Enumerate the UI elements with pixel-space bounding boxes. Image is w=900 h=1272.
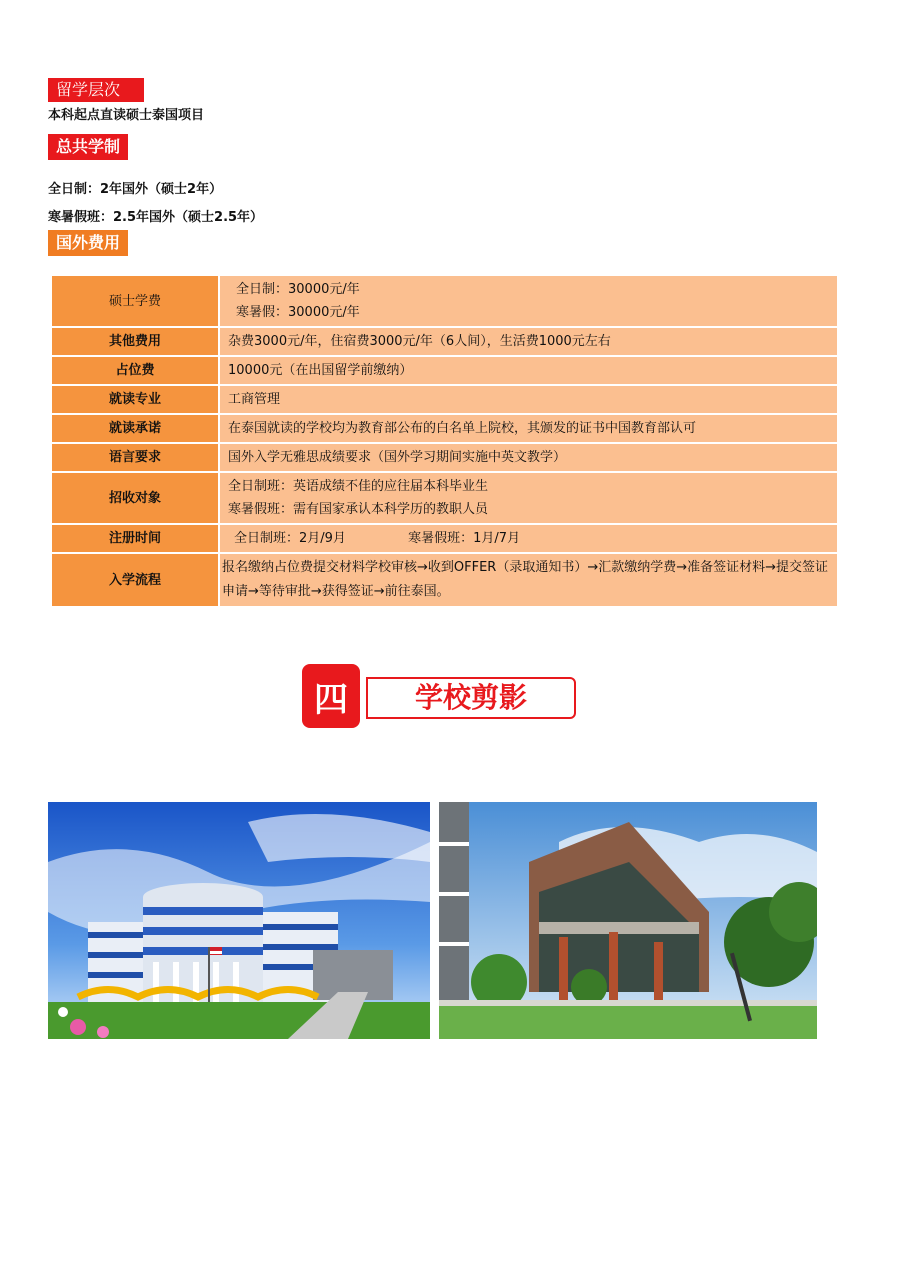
table-row bbox=[52, 415, 837, 442]
promise-label: 就读承诺 bbox=[52, 415, 218, 442]
duration-holiday: 寒暑假班：2.5年国外（硕士2.5年） bbox=[48, 210, 264, 225]
table-row bbox=[52, 444, 837, 471]
register-holiday: 寒暑假班：1月/7月 bbox=[408, 531, 521, 546]
duration-fulltime: 全日制：2年国外（硕士2年） bbox=[48, 182, 223, 197]
target-label: 招收对象 bbox=[52, 473, 218, 523]
tuition-label: 硕士学费 bbox=[52, 276, 218, 326]
duration-tag: 总共学制 bbox=[48, 134, 128, 160]
register-label: 注册时间 bbox=[52, 525, 218, 552]
register-fulltime: 全日制班：2月/9月 bbox=[234, 531, 346, 546]
deposit-value: 10000元（在出国留学前缴纳） bbox=[220, 357, 837, 384]
study-level-text: 本科起点直读硕士泰国项目 bbox=[48, 108, 205, 123]
tuition-holiday: 寒暑假：30000元/年 bbox=[236, 305, 360, 320]
table-row bbox=[52, 386, 837, 413]
tuition-value bbox=[220, 276, 837, 326]
target-holiday: 寒暑假班：需有国家承认本科学历的教职人员 bbox=[228, 502, 489, 517]
language-value: 国外入学无雅思成绩要求（国外学习期间实施中英文教学） bbox=[220, 444, 837, 471]
study-level-tag: 留学层次 bbox=[48, 78, 144, 102]
major-value: 工商管理 bbox=[220, 386, 837, 413]
register-value bbox=[220, 525, 837, 552]
other-fees-value: 杂费3000元/年，住宿费3000元/年（6人间），生活费1000元左右 bbox=[220, 328, 837, 355]
process-label: 入学流程 bbox=[52, 554, 218, 606]
promise-value: 在泰国就读的学校均为教育部公布的白名单上院校，其颁发的证书中国教育部认可 bbox=[220, 415, 837, 442]
process-value: 报名缴纳占位费提交材料学校审核→收到OFFER（录取通知书）→汇款缴纳学费→准备签证材料→提交签证申请→等待审批→获得签证→前往泰国。 bbox=[220, 554, 837, 606]
major-label: 就读专业 bbox=[52, 386, 218, 413]
language-label: 语言要求 bbox=[52, 444, 218, 471]
deposit-label: 占位费 bbox=[52, 357, 218, 384]
other-fees-label: 其他费用 bbox=[52, 328, 218, 355]
fees-tag: 国外费用 bbox=[48, 230, 128, 256]
target-fulltime: 全日制班：英语成绩不佳的应往届本科毕业生 bbox=[228, 479, 489, 494]
table-row bbox=[52, 525, 837, 552]
fees-table bbox=[50, 274, 839, 608]
section-number-badge: 四 bbox=[302, 664, 360, 728]
table-row bbox=[52, 328, 837, 355]
campus-photo-main-building bbox=[48, 802, 430, 1039]
table-row bbox=[52, 357, 837, 384]
section-title: 学校剪影 bbox=[366, 677, 576, 719]
table-row bbox=[52, 473, 837, 523]
target-value bbox=[220, 473, 837, 523]
table-row bbox=[52, 276, 837, 326]
campus-photo-modern-building bbox=[439, 802, 817, 1039]
table-row bbox=[52, 554, 837, 606]
tuition-fulltime: 全日制：30000元/年 bbox=[236, 282, 360, 297]
